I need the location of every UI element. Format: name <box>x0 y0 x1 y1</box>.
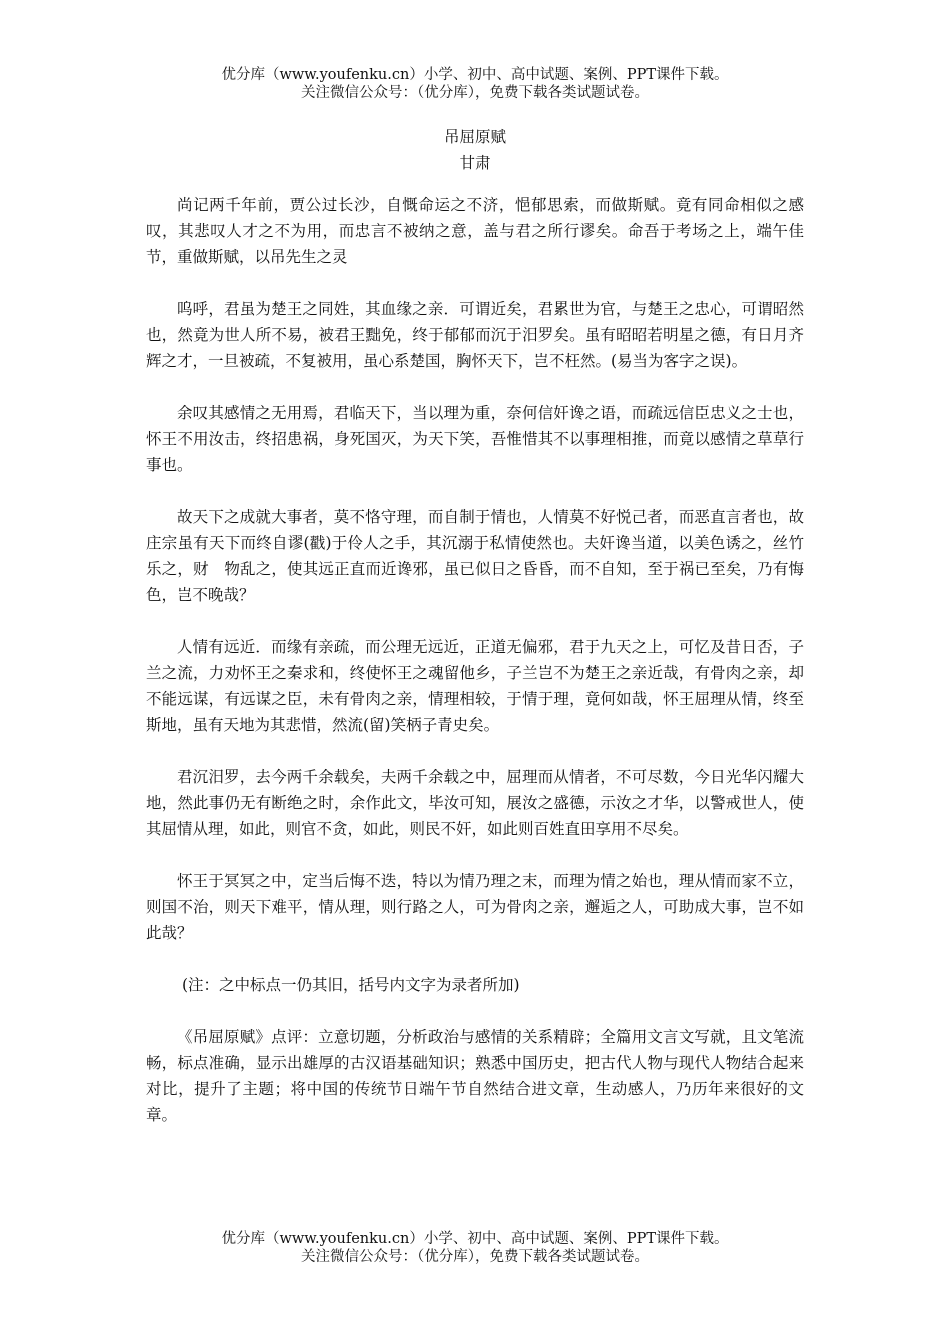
title-block <box>0 124 950 176</box>
document-title: 吊屈原赋 <box>443 128 506 146</box>
paragraph-1: 尚记两千年前，贾公过长沙，自慨命运之不济，悒郁思索，而做斯赋。竟有同命相似之感叹，其悲叹人才之不为用，而忠言不被纳之意，盖与君之所行谬矣。命吾于考场之上，端午佳节，重做斯赋，以吊先生之灵 <box>146 196 804 266</box>
footer-line-1: 优分库（www.youfenku.cn）小学、初中、高中试题、案例、PPT课件下载。 <box>221 1231 729 1247</box>
document-body <box>146 192 804 1154</box>
paragraph-2: 呜呼，君虽为楚王之同姓，其血缘之亲．可谓近矣，君累世为官，与楚王之忠心，可谓昭然也，然竟为世人所不易，被君王黜免，终于郁郁而沉于汨罗矣。虽有昭昭若明星之德，有日月齐辉之才，一旦被疏，不复被用，虽心系楚国，胸怀天下，岂不枉然。(易当为客字之误)。 <box>146 300 804 370</box>
review-comment: 《吊屈原赋》点评：立意切题，分析政治与感情的关系精辟；全篇用文言文写就，且文笔流畅，标点准确，显示出雄厚的古汉语基础知识；熟悉中国历史，把古代人物与现代人物结合起来对比，提升了主题；将中国的传统节日端午节自然结合进文章，生动感人，乃历年来很好的文章。 <box>146 1028 804 1124</box>
paragraph-6: 君沉汨罗，去今两千余载矣，夫两千余载之中，屈理而从情者，不可尽数，今日光华闪耀大地，然此事仍无有断绝之时，余作此文，毕汝可知，展汝之盛德，示汝之才华，以警戒世人，使其屈情从理，如此，则官不贪，如此，则民不奸，如此则百姓直田享用不尽矣。 <box>146 768 804 838</box>
document-author: 甘肃 <box>459 154 491 172</box>
header-line-1: 优分库（www.youfenku.cn）小学、初中、高中试题、案例、PPT课件下载。 <box>221 67 729 83</box>
paragraph-7: 怀王于冥冥之中，定当后悔不迭，特以为情乃理之末，而理为情之始也，理从情而家不立，则国不治，则天下难平，情从理，则行路之人，可为骨肉之亲，邂逅之人，可助成大事，岂不如此哉？ <box>146 872 804 942</box>
page-header <box>0 66 950 102</box>
paragraph-5: 人情有远近．而缘有亲疏，而公理无远近，正道无偏邪，君于九天之上，可忆及昔日否，子兰之流，力劝怀王之秦求和，终使怀王之魂留他乡，子兰岂不为楚王之亲近哉，有骨肉之亲，却不能远谋，有远谋之臣，未有骨肉之亲，情理相较，于情于理，竟何如哉，怀王屈理从情，终至斯地，虽有天地为其悲惜，然流(留)笑柄子青史矣。 <box>146 638 804 734</box>
header-line-2: 关注微信公众号：（优分库），免费下载各类试题试卷。 <box>301 85 649 101</box>
page-footer <box>0 1230 950 1266</box>
editor-note: (注：之中标点一仍其旧，括号内文字为录者所加) <box>182 976 520 994</box>
paragraph-4: 故天下之成就大事者，莫不恪守理，而自制于情也，人情莫不好悦己者，而恶直言者也，故庄宗虽有天下而终自谬(戳)于伶人之手，其沉溺于私情使然也。夫奸谗当道，以美色诱之，丝竹乐之，财 物乱之，使其远正直而近谗邪，虽已似日之昏昏，而不自知，至于祸已至矣，乃有悔色，岂不晚哉？ <box>146 508 804 604</box>
footer-line-2: 关注微信公众号：（优分库），免费下载各类试题试卷。 <box>301 1249 649 1265</box>
paragraph-3: 余叹其感情之无用焉，君临天下，当以理为重，奈何信奸谗之语，而疏远信臣忠义之士也，怀王不用汝击，终招患祸，身死国灭，为天下笑，吾惟惜其不以事理相推，而竟以感情之草草行事也。 <box>146 404 804 474</box>
